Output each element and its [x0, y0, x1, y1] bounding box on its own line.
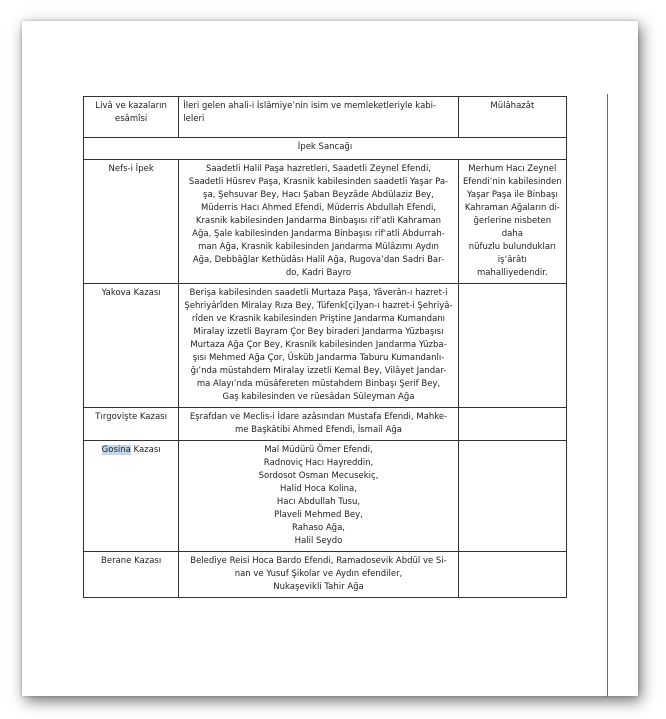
table-row	[84, 552, 567, 598]
notables-cell: Belediye Reisi Hoca Bardo Efendi, Ramadosevik Abdül ve Si- nan ve Yusuf Şikolar ve Aydın efendiler, Nukaşevikli Tahir Ağa	[179, 552, 458, 598]
section-row	[84, 138, 567, 160]
table-row	[84, 441, 567, 552]
kaza-name-rest: Kazası	[130, 445, 161, 455]
header-liva: Livâ ve kazaların esâmîsi	[84, 97, 179, 138]
kaza-name: Berane Kazası	[84, 552, 179, 598]
kaza-name: Yakova Kazası	[84, 284, 179, 408]
selected-text-highlight[interactable]: Gosina	[101, 445, 131, 455]
remarks-cell: Merhum Hacı Zeynel Efendi’nin kabilesinden Yaşar Paşa ile Binbaşı Kahraman Ağaların di- ğerlerine nisbeten daha nüfuzlu bulundukları iş‘ârâtı mahalliyedendir.	[458, 160, 566, 284]
remarks-cell	[458, 441, 566, 552]
notables-cell: Berişa kabilesinden saadetli Murtaza Paşa, Yâverân-ı hazret-i Şehriyârîden Miralay Rıza Bey, Tüfenk[çi]yan-ı hazret-i Şehriyâ- rîden ve Krasnik kabilesinden Priştine Jandarma Kumandanı Miralay izzetli Bayram Çor Bey biraderi Jandarma Yüzbaşısı Murtaza Ağa Çor Bey, Krasnik kabilesinden Jandarma Yüzba- şısı Mehmed Ağa Çor, Üsküb Jandarma Taburu Kumandanlı- ğı’nda müstahdem Miralay izzetli Kemal Bey, Vilâyet Jandar- ma Alayı’nda müsâfereten müstahdem Binbaşı Şerif Bey, Gaş kabilesinden ve rüesâdan Süleyman Ağa	[179, 284, 458, 408]
kaza-name[interactable]	[84, 441, 179, 552]
remarks-cell	[458, 552, 566, 598]
notables-cell: Mal Müdürü Ömer Efendi, Radnoviç Hacı Hayreddin, Sordosot Osman Mecusekiç, Halid Hoca Kolina, Hacı Abdullah Tusu, Plaveli Mehmed Bey, Rahaso Ağa, Halil Seydo	[179, 441, 458, 552]
table-row	[84, 160, 567, 284]
kaza-name: Tırgovişte Kazası	[84, 408, 179, 441]
header-names: İleri gelen ahali-i İslâmiye’nin isim ve memleketleriyle kabi- leleri	[179, 97, 458, 138]
margin-line	[607, 94, 608, 697]
notables-cell: Saadetli Halil Paşa hazretleri, Saadetli Zeynel Efendi, Saadetli Hüsrev Paşa, Krasnik kabilesinden saadetli Yaşar Pa- şa, Şehsuvar Bey, Hacı Şaban Beyzâde Abdülaziz Bey, Müderris Hacı Ahmed Efendi, Müderris Abdullah Efendi, Krasnik kabilesinden Jandarma Binbaşısı rif‘atli Kahraman Ağa, Şale kabilesinden Jandarma Binbaşısı rif‘atli Abdurrah- man Ağa, Krasnik kabilesinden Jandarma Mülâzımı Aydın Ağa, Debbâğlar Kethüdâsı Halil Ağa, Rugova’dan Sadri Bar- do, Kadri Bayro	[179, 160, 458, 284]
table-row	[84, 408, 567, 441]
kaza-name: Nefs-i İpek	[84, 160, 179, 284]
remarks-cell	[458, 408, 566, 441]
notables-cell: Eşrafdan ve Meclis-i İdare azâsından Mustafa Efendi, Mahke- me Başkâtibi Ahmed Efendi, İsmail Ağa	[179, 408, 458, 441]
table-header-row	[84, 97, 567, 138]
records-table	[83, 96, 567, 598]
table-row	[84, 284, 567, 408]
document-page	[22, 21, 638, 696]
header-notes: Mülâhazât	[458, 97, 566, 138]
remarks-cell	[458, 284, 566, 408]
section-title: İpek Sancağı	[84, 138, 567, 160]
